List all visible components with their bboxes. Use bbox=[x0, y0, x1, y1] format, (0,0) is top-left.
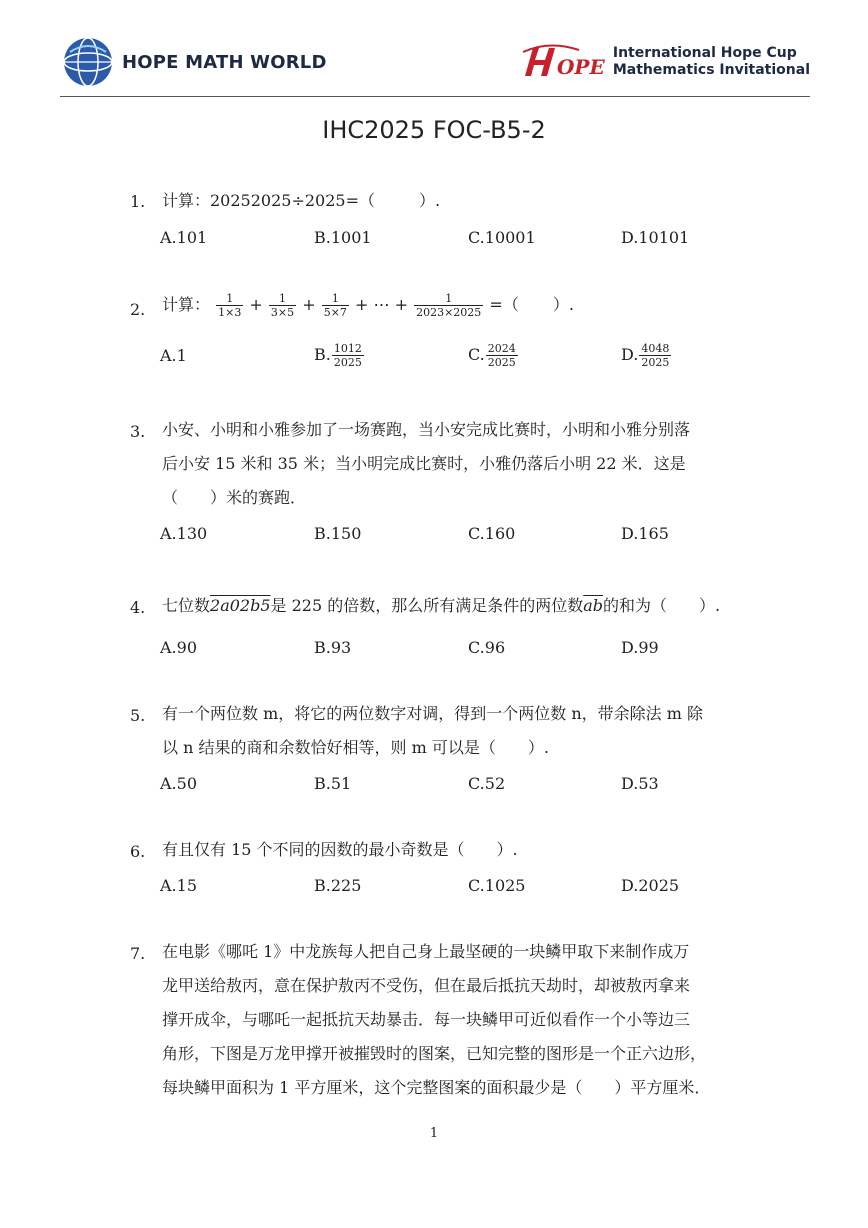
question-text bbox=[162, 935, 752, 1105]
ihc-logo bbox=[519, 42, 810, 82]
question-line: 龙甲送给敖丙，意在保护敖丙不受伤，但在最后抵抗天劫时，却被敖丙拿来 bbox=[162, 976, 691, 995]
question-line: 撑开成伞，与哪吒一起抵抗天劫暴击．每一块鳞甲可近似看作一个小等边三 bbox=[162, 1010, 691, 1029]
option-d[interactable]: D.2025 bbox=[621, 876, 680, 895]
question-line: 每块鳞甲面积为 1 平方厘米，这个完整图案的面积最少是（ ）平方厘米． bbox=[162, 1078, 711, 1097]
option-b[interactable]: B.1001 bbox=[314, 228, 372, 247]
globe-icon bbox=[60, 34, 116, 90]
option-b[interactable]: B.51 bbox=[314, 774, 352, 793]
option-c[interactable]: C.96 bbox=[468, 638, 506, 657]
fraction: $\frac{1}{2023\times 2025}$ bbox=[416, 292, 482, 319]
question-number: 6. bbox=[130, 842, 146, 861]
page-header bbox=[60, 34, 810, 98]
hope-logo-icon bbox=[519, 42, 607, 82]
option-c[interactable]: C.160 bbox=[468, 524, 516, 543]
page-number: 1 bbox=[429, 1126, 439, 1141]
question-line: 以 n 结果的商和余数恰好相等，则 m 可以是（ ）. bbox=[162, 738, 549, 757]
option-b[interactable]: B.225 bbox=[314, 876, 362, 895]
question-text: 有且仅有 15 个不同的因数的最小奇数是（ ）. bbox=[162, 840, 518, 859]
option-d[interactable]: D.10101 bbox=[621, 228, 690, 247]
question-text bbox=[162, 697, 752, 765]
question-text-part: 计算：20252025÷2025=（ bbox=[162, 191, 375, 210]
overlined-number: 2a02b5 bbox=[210, 596, 271, 615]
question-line: 有一个两位数 m，将它的两位数字对调，得到一个两位数 n，带余除法 m 除 bbox=[162, 704, 703, 723]
option-c[interactable]: C. $\frac{2024}{2025}$ bbox=[468, 342, 516, 369]
question-text-part: =（ bbox=[489, 295, 519, 314]
hope-math-world-logo bbox=[60, 34, 327, 90]
question-number: 1. bbox=[130, 192, 146, 211]
option-d[interactable]: D. $\frac{4048}{2025}$ bbox=[621, 342, 670, 369]
option-b[interactable]: B. $\frac{1012}{2025}$ bbox=[314, 342, 362, 369]
question-text bbox=[162, 184, 752, 218]
page-title: IHC2025 FOC-B5-2 bbox=[322, 116, 546, 144]
overlined-number: $\overline{ab}$ bbox=[583, 596, 604, 615]
question-number: 2. bbox=[130, 300, 146, 319]
question-text-part: ）. bbox=[552, 295, 574, 314]
option-d[interactable]: D.53 bbox=[621, 774, 659, 793]
ellipsis: + ⋯ + bbox=[355, 295, 408, 314]
question-number: 7. bbox=[130, 944, 146, 963]
question-text: 七位数2a02b5是 225 的倍数，那么所有满足条件的两位数$\overline{ab}$的和为（ ）. bbox=[162, 596, 721, 615]
question-line: 角形，下图是万龙甲撑开被摧毁时的图案，已知完整的图形是一个正六边形， bbox=[162, 1044, 707, 1063]
option-c[interactable]: C.52 bbox=[468, 774, 506, 793]
header-divider bbox=[60, 96, 810, 97]
question-text: 计算： $\frac{1}{1\times 3}$ + $\frac{1}{3\times 5}$ + $\frac{1}{5\times 7}$ + ⋯ + $\frac{1}{2023\times 2025}$ =（ ）. bbox=[162, 292, 574, 319]
option-b[interactable]: B.93 bbox=[314, 638, 352, 657]
ihc-logo-line2: Mathematics Invitational bbox=[612, 62, 810, 78]
option-c[interactable]: C.10001 bbox=[468, 228, 536, 247]
svg-text:OPE: OPE bbox=[556, 55, 605, 79]
option-a[interactable]: A.101 bbox=[160, 228, 208, 247]
fraction: $\frac{1}{3\times 5}$ bbox=[270, 292, 295, 319]
fraction: $\frac{1}{1\times 3}$ bbox=[218, 292, 242, 319]
question-line: 在电影《哪吒 1》中龙族每人把自己身上最坚硬的一块鳞甲取下来制作成万 bbox=[162, 942, 690, 961]
option-a[interactable]: A.15 bbox=[160, 876, 197, 895]
option-d[interactable]: D.99 bbox=[621, 638, 659, 657]
option-d[interactable]: D.165 bbox=[621, 524, 669, 543]
question-text bbox=[162, 413, 752, 515]
question-line: （ ）米的赛跑． bbox=[162, 488, 307, 507]
question-number: 5. bbox=[130, 706, 146, 725]
question-number: 4. bbox=[130, 598, 146, 617]
ihc-logo-text bbox=[613, 45, 810, 79]
question-line: 后小安 15 米和 35 米；当小明完成比赛时，小雅仍落后小明 22 米．这是 bbox=[162, 454, 686, 473]
question-text-part: 计算： bbox=[162, 295, 211, 314]
question-line: 小安、小明和小雅参加了一场赛跑，当小安完成比赛时，小明和小雅分别落 bbox=[162, 420, 691, 439]
ihc-logo-line1: International Hope Cup bbox=[612, 45, 797, 61]
option-a[interactable]: A.130 bbox=[160, 524, 208, 543]
option-c[interactable]: C.1025 bbox=[468, 876, 526, 895]
logo-left-text: HOPE MATH WORLD bbox=[122, 51, 327, 73]
fraction: $\frac{1}{5\times 7}$ bbox=[323, 292, 347, 319]
option-a[interactable]: A.1 bbox=[160, 346, 187, 365]
question-text-part: ）. bbox=[418, 191, 441, 210]
option-b[interactable]: B.150 bbox=[314, 524, 362, 543]
option-a[interactable]: A.50 bbox=[160, 774, 197, 793]
question-number: 3. bbox=[130, 422, 146, 441]
option-a[interactable]: A.90 bbox=[160, 638, 197, 657]
